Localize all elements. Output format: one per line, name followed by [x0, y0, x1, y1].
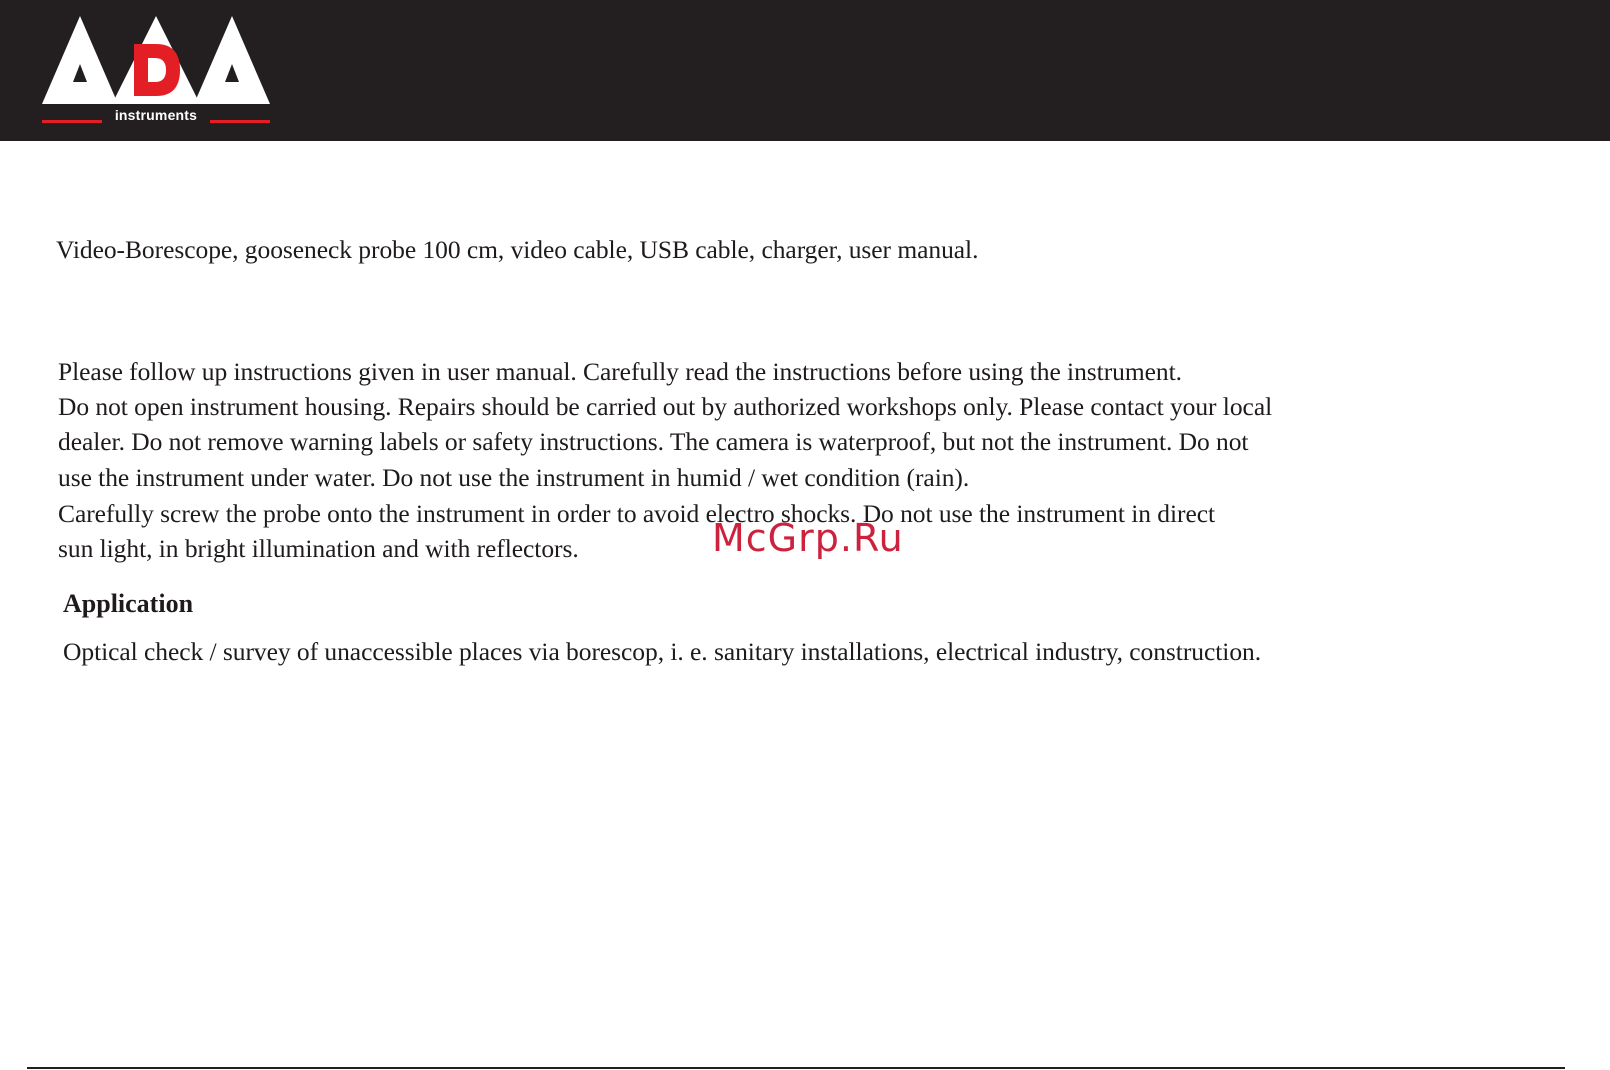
safety-line-3: dealer. Do not remove warning labels or safety instructions. The camera is waterproof, but not the instrument. Do not — [58, 427, 1249, 456]
footer-rule — [27, 1067, 1565, 1069]
application-text: Optical check / survey of unaccessible places via borescop, i. e. sanitary installations, electrical industry, construction. — [63, 637, 1262, 666]
watermark-text: McGrp.Ru — [712, 516, 904, 560]
safety-line-6: sun light, in bright illumination and with reflectors. — [58, 534, 579, 563]
safety-line-4: use the instrument under water. Do not use the instrument in humid / wet condition (rain). — [58, 463, 970, 492]
logo-caption: instruments — [114, 107, 198, 123]
safety-line-5: Carefully screw the probe onto the instrument in order to avoid electro shocks. Do not use the instrument in direct — [58, 499, 1216, 528]
safety-line-1: Please follow up instructions given in user manual. Carefully read the instructions before using the instrument. — [58, 357, 1182, 386]
application-heading: Application — [63, 589, 194, 618]
ada-instruments-logo — [42, 16, 270, 128]
safety-line-2: Do not open instrument housing. Repairs should be carried out by authorized workshops only. Please contact your local — [58, 392, 1273, 421]
delivery-contents-text: Video-Borescope, gooseneck probe 100 cm, video cable, USB cable, charger, user manual. — [56, 235, 979, 264]
